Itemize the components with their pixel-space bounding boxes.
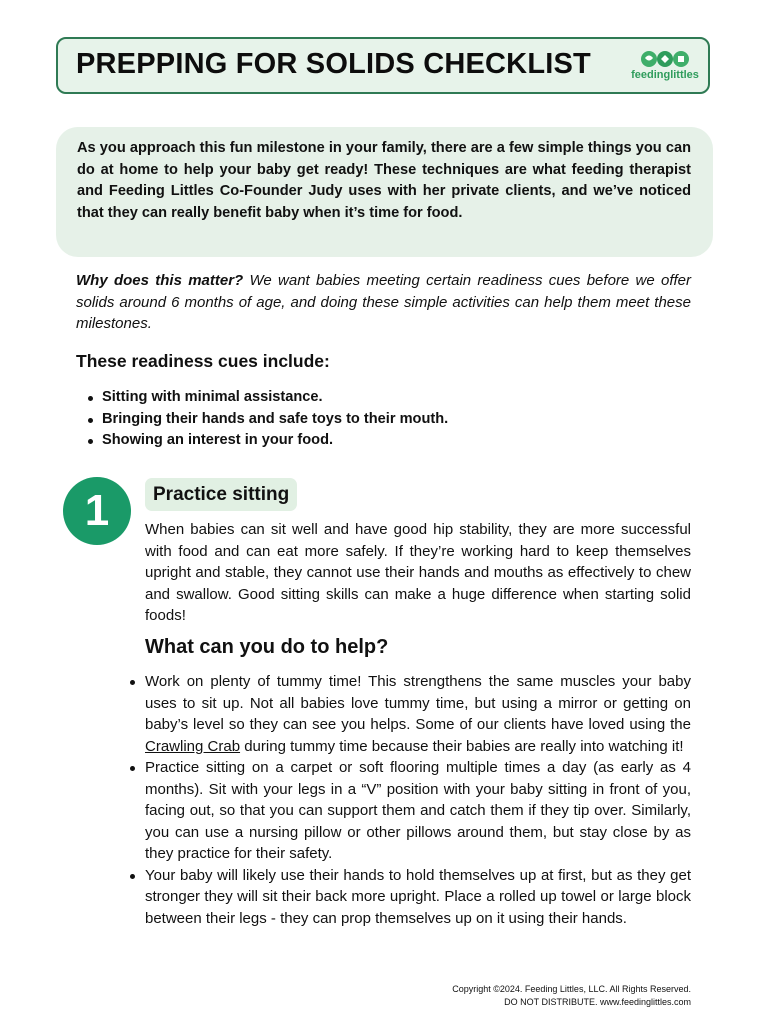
intro-box (56, 127, 713, 257)
logo-icon (640, 50, 690, 68)
why-label: Why does this matter? (76, 272, 244, 289)
footer (452, 983, 691, 1008)
section-title: Practice sitting (145, 478, 297, 511)
page-title: PREPPING FOR SOLIDS CHECKLIST (76, 48, 591, 80)
help-list (126, 671, 691, 929)
cues-list (84, 387, 448, 452)
logo-text: feedinglittles (631, 69, 699, 81)
feeding-littles-logo (630, 50, 700, 86)
list-item: Your baby will likely use their hands to hold themselves up at first, but as they get stronger they will sit their back more upright. Place a rolled up towel or large block between their legs - they can prop themselves up on it using their hands. (126, 865, 691, 930)
help-item-text: Work on plenty of tummy time! This strengthens the same muscles your baby uses to sit up. Not all babies love tummy time, but using a mirror or getting on baby’s level so they can see you helps. Some of our clients have loved using the (145, 673, 691, 733)
list-item: Bringing their hands and safe toys to their mouth. (84, 409, 448, 431)
copyright-text: Copyright ©2024. Feeding Littles, LLC. All Rights Reserved. (452, 984, 691, 994)
help-heading: What can you do to help? (145, 636, 389, 658)
intro-text: As you approach this fun milestone in your family, there are a few simple things you can do at home to help your baby get ready! These techniques are what feeding therapist and Feeding Littles Co-Founder Judy uses with her private clients, and we’ve noticed that they can really benefit baby when it’s time for food. (77, 140, 691, 221)
list-item: Practice sitting on a carpet or soft flooring multiple times a day (as early as 4 months). Sit with your legs in a “V” position with your baby sitting in front of you, facing out, so that you can support them and catch them if they tip over. Similarly, you can use a nursing pillow or other pillows around them, but stay close by as they practice for their safety. (126, 757, 691, 865)
crawling-crab-link[interactable]: Crawling Crab (145, 737, 241, 755)
step-number-badge: 1 (63, 477, 131, 545)
section-body: When babies can sit well and have good hip stability, they are more successful with food and can eat more safely. If they’re working hard to keep themselves upright and stable, they cannot use their hands and mouths as effectively to chew and swallow. Good sitting skills can make a huge difference when starting solid foods! (145, 521, 691, 624)
title-banner (56, 37, 710, 94)
list-item (126, 671, 691, 757)
list-item: Showing an interest in your food. (84, 430, 448, 452)
list-item: Sitting with minimal assistance. (84, 387, 448, 409)
help-item-text: during tummy time because their babies are really into watching it! (240, 737, 684, 755)
why-text: We want babies meeting certain readiness cues before we offer solids around 6 months of age, and doing these simple activities can help them meet these milestones. (76, 272, 692, 332)
why-paragraph (76, 270, 691, 335)
cues-heading: These readiness cues include: (76, 351, 330, 371)
distribution-notice: DO NOT DISTRIBUTE. www.feedinglittles.com (504, 996, 691, 1007)
